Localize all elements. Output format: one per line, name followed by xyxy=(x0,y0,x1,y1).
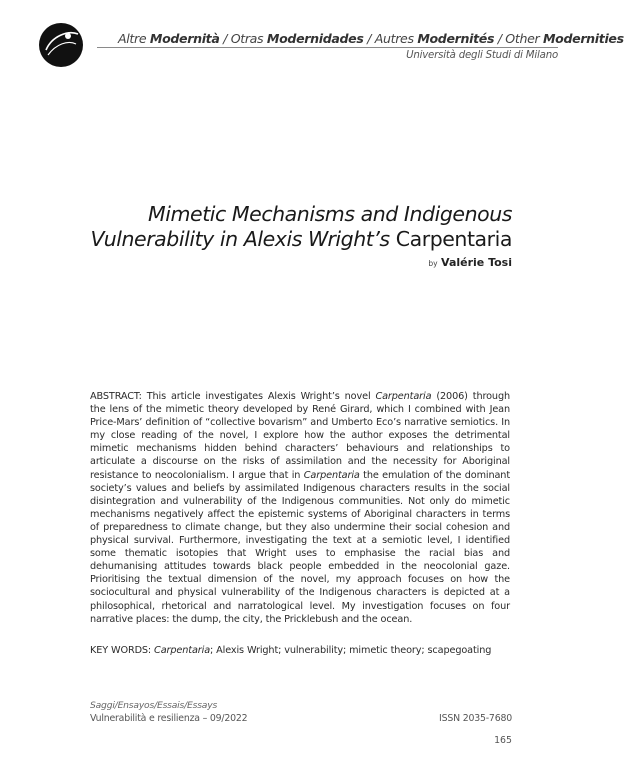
journal-title-es: / Otras Modernidades xyxy=(219,31,364,46)
keywords-label: KEY WORDS: xyxy=(90,645,155,656)
novel-title: Carpentaria xyxy=(303,469,360,481)
novel-title: Carpentaria xyxy=(375,391,432,402)
journal-title-it: Altre Modernità xyxy=(118,31,220,46)
author-byline xyxy=(428,256,512,269)
footer-issn: ISSN 2035-7680 xyxy=(439,713,512,724)
byline-prefix: by xyxy=(428,259,438,268)
journal-title-fr: / Autres Modernités xyxy=(363,31,495,46)
university-name: Università degli Studi di Milano xyxy=(406,50,558,61)
article-title-line1: Mimetic Mechanisms and Indigenous xyxy=(148,202,512,226)
journal-title xyxy=(118,31,624,46)
footer-issue: Vulnerabilità e resilienza – 09/2022 xyxy=(90,713,248,724)
journal-title-en: / Other Modernities xyxy=(494,31,624,46)
article-title xyxy=(72,202,512,252)
keywords: KEY WORDS: Carpentaria; Alexis Wright; vulnerability; mimetic theory; scapegoating xyxy=(90,645,492,656)
journal-logo xyxy=(38,22,84,68)
abstract: ABSTRACT: This article investigates Alexis Wright’s novel Carpentaria (2006) through the lens of the mimetic theory developed by René Girard, which I combined with Jean Price-Mars’ definition of “collective bovarism” and Umberto Eco’s narrative semiotics. In my close reading of the novel, I explore how the author exposes the detrimental mimetic mechanisms hidden behind characters’ behaviours and relationships to articulate a discourse on the risks of assimilation and the necessity for Aboriginal resistance to neocolonialism. I argue that in Carpentaria the emulation of the dominant society’s values and beliefs by assimilated Indigenous characters results in the social disintegration and vulnerability of the Indigenous communities. Not only do mimetic mechanisms negatively affect the epistemic systems of Aboriginal characters in terms of preparedness to climate change, but they also undermine their social cohesion and physical survival. Furthermore, investigating the text at a semiotic level, I identified some thematic isotopies that Wright uses to emphasise the racial bias and dehumanising attitudes towards black people embedded in the neocolonial gaze. Prioritising the textual dimension of the novel, my approach focuses on how the sociocultural and physical vulnerability of the Indigenous characters is depicted at a philosophical, rhetorical and narratological level. My investigation focuses on four narrative places: the dump, the city, the Pricklebush and the ocean. xyxy=(90,391,511,625)
footer-section: Saggi/Ensayos/Essais/Essays xyxy=(90,700,218,711)
page-number: 165 xyxy=(494,735,512,746)
header-rule xyxy=(97,47,558,48)
article-title-line2: Vulnerability in Alexis Wright’s Carpentaria xyxy=(90,227,512,251)
abstract-label: ABSTRACT: xyxy=(90,391,142,402)
author-name: Valérie Tosi xyxy=(441,256,512,269)
